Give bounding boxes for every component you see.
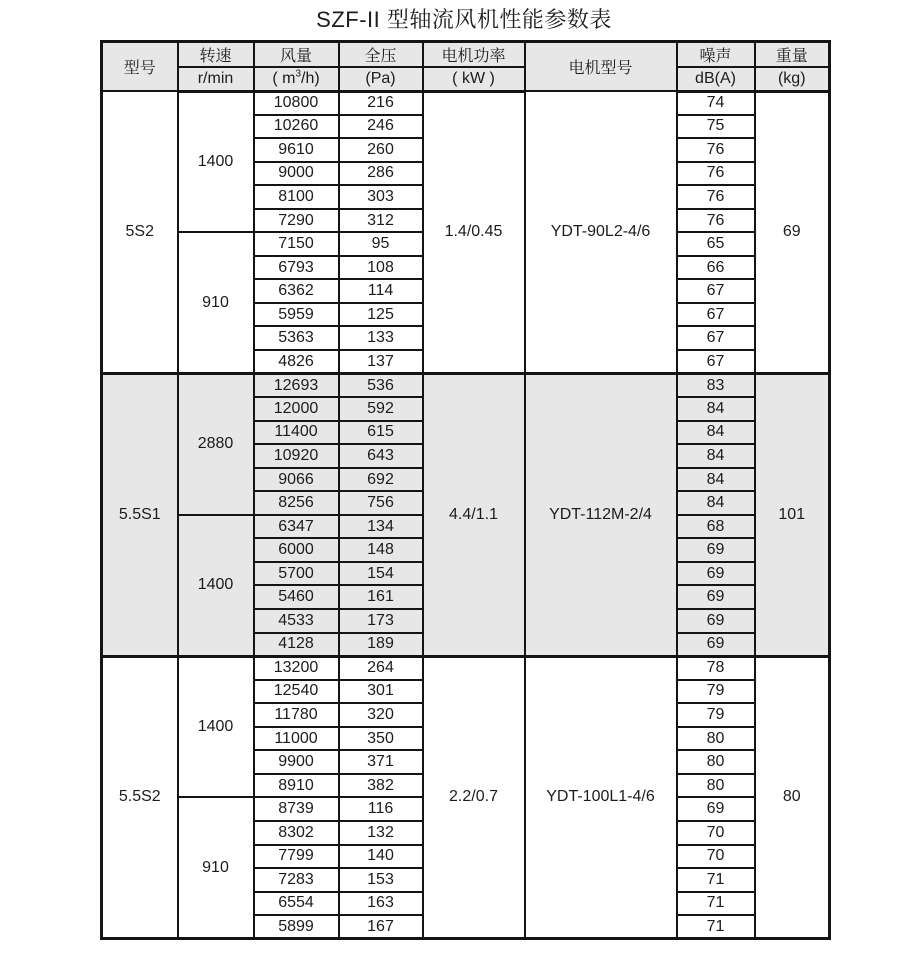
noise-cell: 79 bbox=[677, 703, 755, 727]
noise-cell: 69 bbox=[677, 562, 755, 586]
pressure-cell: 246 bbox=[339, 115, 423, 139]
speed-cell: 1400 bbox=[178, 515, 254, 656]
motor-cell: YDT-90L2-4/6 bbox=[525, 91, 677, 374]
flow-cell: 8302 bbox=[254, 821, 339, 845]
noise-cell: 67 bbox=[677, 350, 755, 374]
noise-cell: 70 bbox=[677, 845, 755, 869]
noise-cell: 84 bbox=[677, 397, 755, 421]
pressure-cell: 382 bbox=[339, 774, 423, 798]
pressure-cell: 140 bbox=[339, 845, 423, 869]
pressure-cell: 286 bbox=[339, 162, 423, 186]
header-power-unit: ( kW ) bbox=[423, 67, 525, 91]
noise-cell: 69 bbox=[677, 633, 755, 657]
speed-cell: 2880 bbox=[178, 374, 254, 515]
pressure-cell: 148 bbox=[339, 538, 423, 562]
pressure-cell: 95 bbox=[339, 232, 423, 256]
flow-cell: 7283 bbox=[254, 868, 339, 892]
noise-cell: 67 bbox=[677, 303, 755, 327]
table-body bbox=[102, 91, 830, 939]
motor-cell: YDT-112M-2/4 bbox=[525, 374, 677, 657]
flow-unit-sup: 3 bbox=[295, 68, 301, 80]
flow-cell: 9066 bbox=[254, 468, 339, 492]
pressure-cell: 643 bbox=[339, 444, 423, 468]
flow-cell: 11780 bbox=[254, 703, 339, 727]
flow-cell: 4826 bbox=[254, 350, 339, 374]
noise-cell: 84 bbox=[677, 444, 755, 468]
pressure-cell: 116 bbox=[339, 797, 423, 821]
noise-cell: 76 bbox=[677, 185, 755, 209]
motor-cell: YDT-100L1-4/6 bbox=[525, 656, 677, 939]
pressure-cell: 216 bbox=[339, 91, 423, 115]
header-power: 电机功率 bbox=[423, 42, 525, 68]
pressure-cell: 756 bbox=[339, 491, 423, 515]
pressure-cell: 163 bbox=[339, 892, 423, 916]
noise-cell: 69 bbox=[677, 585, 755, 609]
flow-cell: 5460 bbox=[254, 585, 339, 609]
noise-cell: 65 bbox=[677, 232, 755, 256]
noise-cell: 76 bbox=[677, 138, 755, 162]
noise-cell: 84 bbox=[677, 468, 755, 492]
weight-cell: 101 bbox=[755, 374, 830, 657]
noise-cell: 79 bbox=[677, 680, 755, 704]
pressure-cell: 312 bbox=[339, 209, 423, 233]
noise-cell: 69 bbox=[677, 538, 755, 562]
header-flow: 风量 bbox=[254, 42, 339, 68]
flow-cell: 6000 bbox=[254, 538, 339, 562]
header-flow-unit bbox=[254, 67, 339, 91]
pressure-cell: 692 bbox=[339, 468, 423, 492]
noise-cell: 71 bbox=[677, 868, 755, 892]
pressure-cell: 536 bbox=[339, 374, 423, 398]
header-weight-unit: (kg) bbox=[755, 67, 830, 91]
flow-cell: 13200 bbox=[254, 656, 339, 680]
pressure-cell: 320 bbox=[339, 703, 423, 727]
noise-cell: 71 bbox=[677, 892, 755, 916]
noise-cell: 84 bbox=[677, 421, 755, 445]
noise-cell: 68 bbox=[677, 515, 755, 539]
flow-cell: 8256 bbox=[254, 491, 339, 515]
noise-cell: 67 bbox=[677, 326, 755, 350]
noise-cell: 67 bbox=[677, 279, 755, 303]
flow-cell: 6554 bbox=[254, 892, 339, 916]
flow-cell: 7150 bbox=[254, 232, 339, 256]
flow-cell: 6362 bbox=[254, 279, 339, 303]
pressure-cell: 132 bbox=[339, 821, 423, 845]
pressure-cell: 161 bbox=[339, 585, 423, 609]
flow-cell: 12693 bbox=[254, 374, 339, 398]
noise-cell: 83 bbox=[677, 374, 755, 398]
pressure-cell: 615 bbox=[339, 421, 423, 445]
flow-cell: 10920 bbox=[254, 444, 339, 468]
noise-cell: 69 bbox=[677, 609, 755, 633]
pressure-cell: 125 bbox=[339, 303, 423, 327]
model-cell: 5.5S2 bbox=[102, 656, 178, 939]
header-pressure-unit: (Pa) bbox=[339, 67, 423, 91]
noise-cell: 78 bbox=[677, 656, 755, 680]
noise-cell: 80 bbox=[677, 774, 755, 798]
noise-cell: 74 bbox=[677, 91, 755, 115]
weight-cell: 80 bbox=[755, 656, 830, 939]
flow-cell: 11400 bbox=[254, 421, 339, 445]
flow-cell: 5363 bbox=[254, 326, 339, 350]
flow-unit-post: /h) bbox=[301, 69, 320, 87]
flow-cell: 6793 bbox=[254, 256, 339, 280]
speed-cell: 910 bbox=[178, 797, 254, 938]
flow-cell: 4533 bbox=[254, 609, 339, 633]
noise-cell: 84 bbox=[677, 491, 755, 515]
noise-cell: 66 bbox=[677, 256, 755, 280]
noise-cell: 80 bbox=[677, 727, 755, 751]
flow-cell: 7290 bbox=[254, 209, 339, 233]
header-speed-unit: r/min bbox=[178, 67, 254, 91]
pressure-cell: 108 bbox=[339, 256, 423, 280]
speed-cell: 910 bbox=[178, 232, 254, 373]
noise-cell: 70 bbox=[677, 821, 755, 845]
pressure-cell: 260 bbox=[339, 138, 423, 162]
table-row bbox=[102, 374, 830, 398]
flow-cell: 12000 bbox=[254, 397, 339, 421]
model-cell: 5.5S1 bbox=[102, 374, 178, 657]
pressure-cell: 303 bbox=[339, 185, 423, 209]
flow-cell: 5959 bbox=[254, 303, 339, 327]
header-weight: 重量 bbox=[755, 42, 830, 68]
noise-cell: 69 bbox=[677, 797, 755, 821]
header-noise: 噪声 bbox=[677, 42, 755, 68]
weight-cell: 69 bbox=[755, 91, 830, 374]
model-cell: 5S2 bbox=[102, 91, 178, 374]
header-pressure: 全压 bbox=[339, 42, 423, 68]
speed-cell: 1400 bbox=[178, 91, 254, 232]
pressure-cell: 350 bbox=[339, 727, 423, 751]
header-noise-unit: dB(A) bbox=[677, 67, 755, 91]
flow-cell: 12540 bbox=[254, 680, 339, 704]
table-row bbox=[102, 91, 830, 115]
flow-cell: 11000 bbox=[254, 727, 339, 751]
noise-cell: 80 bbox=[677, 750, 755, 774]
flow-unit-pre: ( m bbox=[272, 69, 296, 87]
noise-cell: 76 bbox=[677, 209, 755, 233]
speed-cell: 1400 bbox=[178, 656, 254, 797]
flow-cell: 10260 bbox=[254, 115, 339, 139]
pressure-cell: 173 bbox=[339, 609, 423, 633]
power-cell: 1.4/0.45 bbox=[423, 91, 525, 374]
pressure-cell: 167 bbox=[339, 915, 423, 939]
fan-performance-table bbox=[100, 40, 831, 940]
flow-cell: 9610 bbox=[254, 138, 339, 162]
flow-cell: 5700 bbox=[254, 562, 339, 586]
pressure-cell: 114 bbox=[339, 279, 423, 303]
flow-cell: 5899 bbox=[254, 915, 339, 939]
header-model: 型号 bbox=[102, 42, 178, 92]
table-header bbox=[102, 42, 830, 92]
flow-cell: 4128 bbox=[254, 633, 339, 657]
pressure-cell: 137 bbox=[339, 350, 423, 374]
flow-cell: 9000 bbox=[254, 162, 339, 186]
noise-cell: 71 bbox=[677, 915, 755, 939]
pressure-cell: 371 bbox=[339, 750, 423, 774]
header-speed: 转速 bbox=[178, 42, 254, 68]
flow-cell: 6347 bbox=[254, 515, 339, 539]
pressure-cell: 189 bbox=[339, 633, 423, 657]
pressure-cell: 134 bbox=[339, 515, 423, 539]
pressure-cell: 154 bbox=[339, 562, 423, 586]
header-motor: 电机型号 bbox=[525, 42, 677, 92]
noise-cell: 75 bbox=[677, 115, 755, 139]
pressure-cell: 301 bbox=[339, 680, 423, 704]
flow-cell: 8100 bbox=[254, 185, 339, 209]
pressure-cell: 264 bbox=[339, 656, 423, 680]
flow-cell: 8739 bbox=[254, 797, 339, 821]
pressure-cell: 133 bbox=[339, 326, 423, 350]
header-unit-row bbox=[102, 67, 830, 91]
header-title-row bbox=[102, 42, 830, 68]
power-cell: 2.2/0.7 bbox=[423, 656, 525, 939]
flow-cell: 8910 bbox=[254, 774, 339, 798]
noise-cell: 76 bbox=[677, 162, 755, 186]
flow-cell: 7799 bbox=[254, 845, 339, 869]
pressure-cell: 153 bbox=[339, 868, 423, 892]
flow-cell: 10800 bbox=[254, 91, 339, 115]
page-title: SZF-II 型轴流风机性能参数表 bbox=[316, 7, 612, 32]
flow-cell: 9900 bbox=[254, 750, 339, 774]
table-row bbox=[102, 656, 830, 680]
pressure-cell: 592 bbox=[339, 397, 423, 421]
power-cell: 4.4/1.1 bbox=[423, 374, 525, 657]
